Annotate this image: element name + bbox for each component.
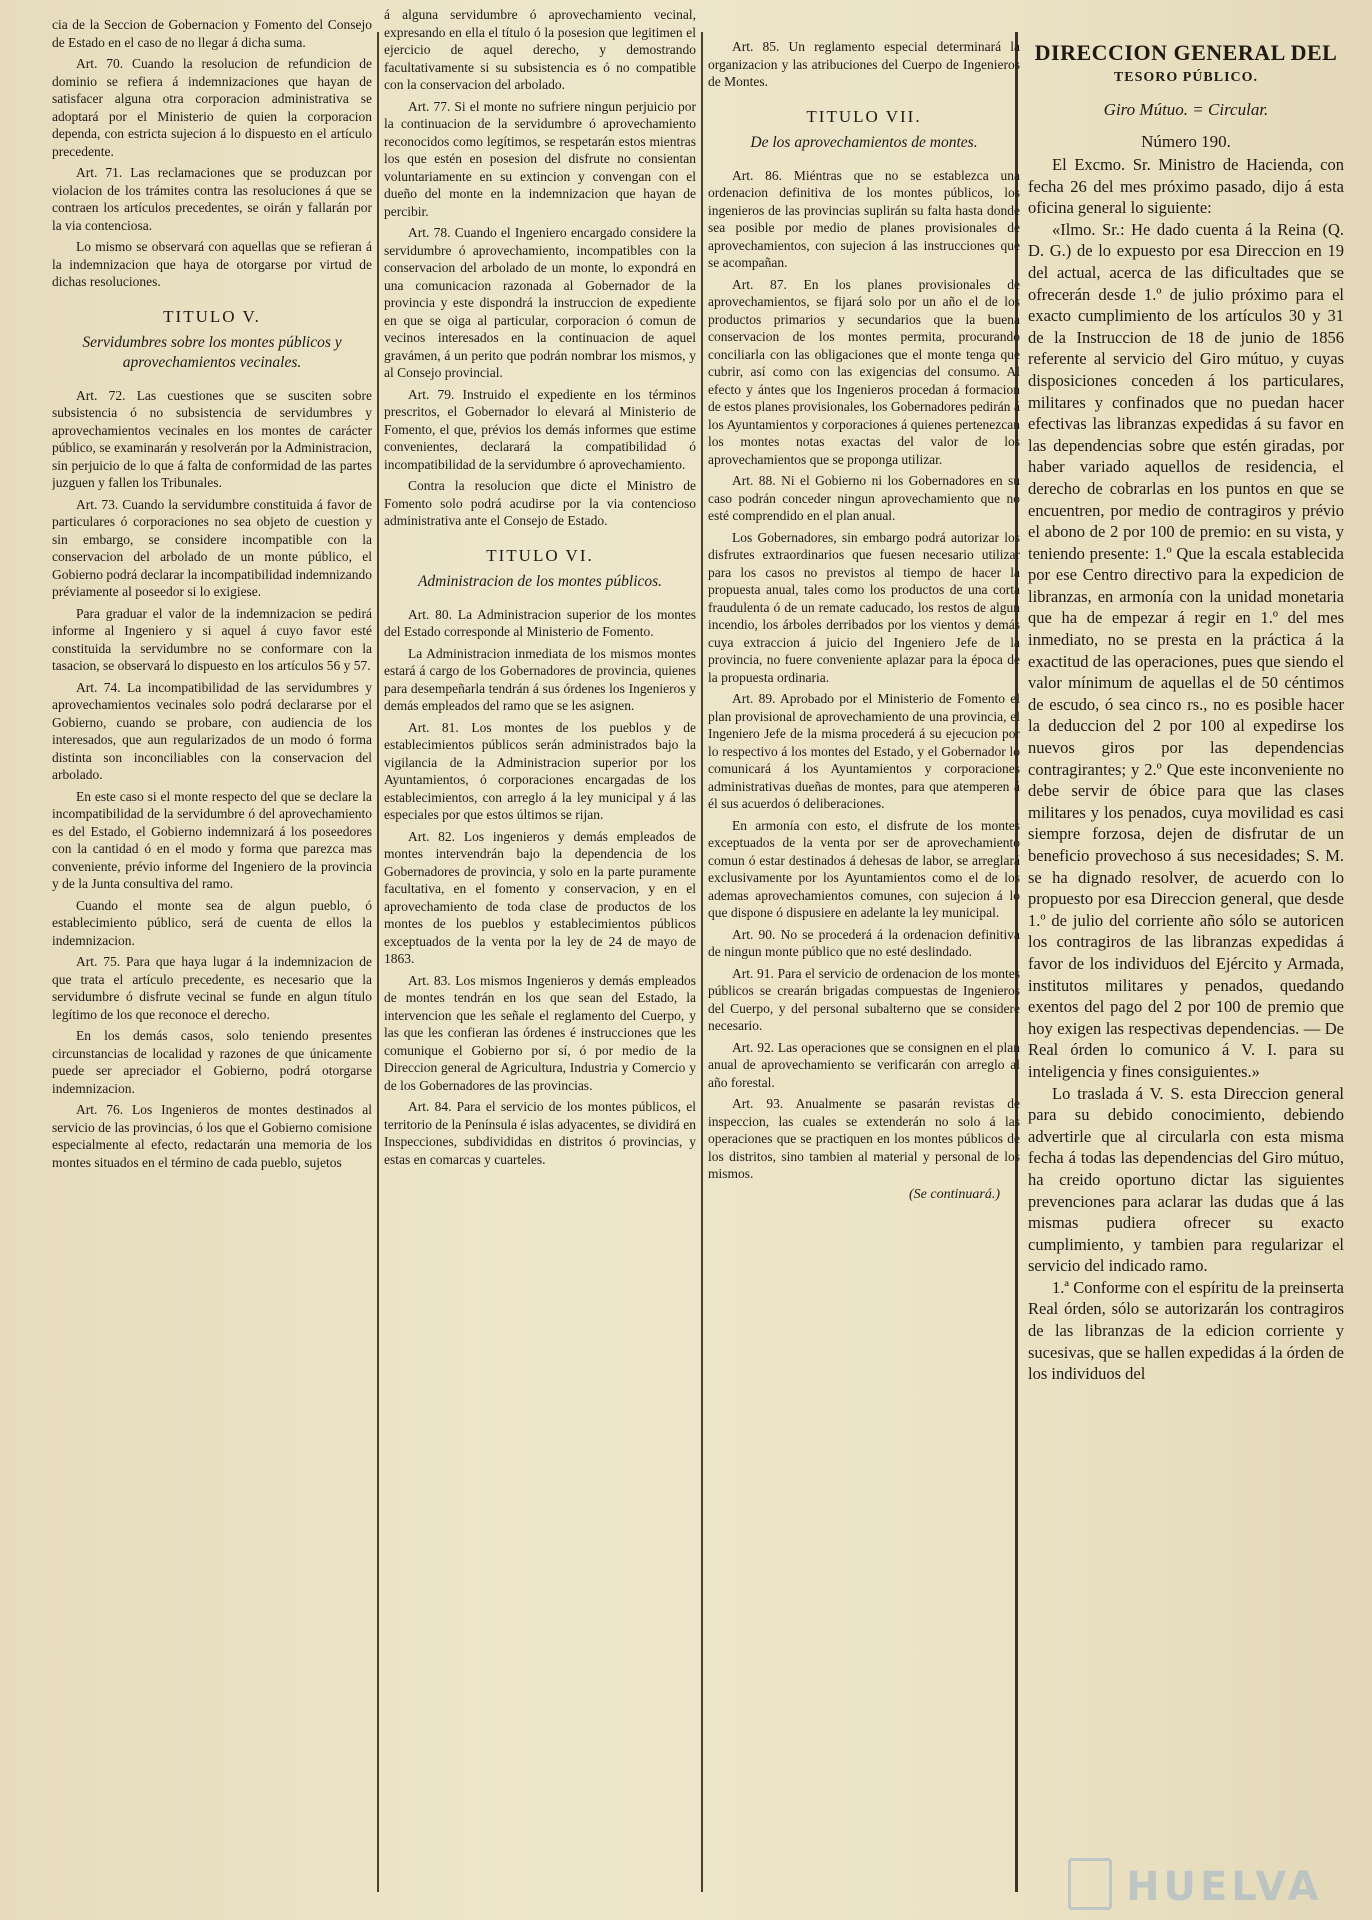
article-paragraph: Para graduar el valor de la indemnizacion se pedirá informe al Ingeniero y si aquel á cuyo favor esté constituida la servidumbre no se conformare con la tasacion, se observará lo dispuesto en los artículos 56 y 57. (52, 605, 372, 673)
article-paragraph: Art. 71. Las reclamaciones que se produzcan por violacion de los trámites contra las resoluciones á que se contraen los artículos precedentes, se oirán y fallarán por la via contenciosa. (52, 165, 372, 233)
article-paragraph: Cuando el monte sea de algun pueblo, ó establecimiento público, será de cuenta de ellos la indemnizacion. (52, 897, 372, 948)
article-paragraph: Art. 85. Un reglamento especial determinará la organizacion y las atribuciones del Cuerpo de Ingenieros de Montes. (708, 39, 1020, 89)
article-paragraph: Art. 84. Para el servicio de los montes públicos, el territorio de la Península é islas adyacentes, se dividirá en Inspecciones, subdivididas en distritos ó provincias, y estas en comarcas y cuarteles. (384, 1099, 696, 1167)
article-paragraph: Art. 73. Cuando la servidumbre constituida á favor de particulares ó corporaciones no sea objeto de cuestion y sin embargo, se considere incompatible con la conservacion del arbolado de un monte público, el Gobierno podrá declarar la incompatibilidad indemnizando préviamente al poseedor si lo exigiese. (52, 496, 372, 599)
article-paragraph: Art. 88. Ni el Gobierno ni los Gobernadores en su caso podrán conceder ningun aprovechamiento que no esté comprendido en el plan anual. (708, 473, 1020, 523)
article-paragraph: Art. 90. No se procederá á la ordenacion definitiva de ningun monte público que no esté deslindado. (708, 926, 1020, 959)
article-paragraph: Lo mismo se observará con aquellas que se refieran á la indemnizacion que haya de otorgarse por virtud de dichas resoluciones. (52, 239, 372, 289)
article-paragraph: Art. 83. Los mismos Ingenieros y demás empleados de montes tendrán en los que sean del Estado, la intervencion que les señale el reglamento del Cuerpo, y las que les confieran las órdenes é instrucciones que les comunique el Gobierno por sí, ó por medio de la Direccion general de Agricultura, Industria y Comercio y de los Gobernadores de las provincias. (384, 972, 696, 1093)
article-paragraph: Art. 91. Para el servicio de ordenacion de los montes públicos se crearán brigadas compuestas de Ingenieros del Cuerpo, y del personal subalterno que se considere necesario. (708, 965, 1020, 1033)
article-paragraph: La Administracion inmediata de los mismos montes estará á cargo de los Gobernadores de provincia, quienes para desempeñarla tendrán á sus órdenes los Ingenieros y demás empleados del ramo que se les asignen. (384, 645, 696, 713)
archive-watermark: HUELVA (1126, 1864, 1323, 1910)
article-paragraph: Art. 80. La Administracion superior de los montes del Estado corresponde al Ministerio de Fomento. (384, 606, 696, 639)
column-rule (377, 32, 379, 1892)
article-paragraph: Art. 82. Los ingenieros y demás empleados de montes intervendrán bajo la dependencia de los Gobernadores de provincia, y solo en la parte puramente facultativa, en el fomento y conservacion, y en el aprovechamiento de toda clase de productos de los montes de los pueblos y establecimientos públicos exceptuados de la venta por la ley de 24 de mayo de 1863. (384, 828, 696, 966)
article-paragraph: Art. 78. Cuando el Ingeniero encargado considere la servidumbre ó aprovechamiento, incompatibles con la conservacion del arbolado de un monte, lo expondrá en una comunicacion razonada al Gobernador de la provincia y este dispondrá la instruccion de expediente en que se oiga al particular, corporacion ó comun de vecinos interesados en la continuacion de aquel gravámen, á un perito que podrán nombrar los mismos, y al Consejo provincial. (384, 225, 696, 380)
article-paragraph: cia de la Seccion de Gobernacion y Fomento del Consejo de Estado en el caso de no llegar á dicha suma. (52, 17, 372, 50)
circular-paragraph: Lo traslada á V. S. esta Direccion general para su debido conocimiento, debiendo advertirle que al circularla con esta misma fecha á todas las dependencias del Giro mútuo, ha creido oportuno dictar las siguientes prevenciones para aclarar las dudas que á las mismas pudiera ofrecer su exacto cumplimiento, y tambien para regularizar el servicio del indicado ramo. (1028, 1083, 1344, 1276)
article-paragraph: Art. 93. Anualmente se pasarán revistas de inspeccion, las cuales se extenderán no solo á las operaciones que se practiquen en los montes públicos de los distritos, sino tambien al material y personal de los mismos. (708, 1096, 1020, 1181)
article-paragraph: Art. 70. Cuando la resolucion de refundicion de dominio se refiera á indemnizaciones que hayan de satisfacer alguna otra corporacion administrativa se adoptará por el Ministerio de quien la corporacion dependa, con estricta sujecion á lo dispuesto en el artículo precedente. (52, 56, 372, 159)
circular-body (1028, 154, 1344, 1385)
section-subheader: TESORO PÚBLICO. (1113, 70, 1259, 85)
titulo-subtitle: Servidumbres sobre los montes públicos y aprovechamientos vecinales. (82, 333, 342, 371)
column-2 (384, 0, 696, 1920)
article-paragraph: Art. 87. En los planes provisionales de aprovechamientos, se fijará solo por un año el de los productos primarios y secundarios que la buena conservacion de los montes permita, procurando conciliarla con las obligaciones que el monte tenga que cubrir, así como con las exigencias del consumo. Al efecto y ántes que los Ingenieros procedan á formacion de estos planes provisionales, los Gobernadores pedirán á los Ayuntamientos y corporaciones á quienes pertenezcan los montes notas exactas del valor de los aprovechamientos que se proponga utilizar. (708, 276, 1020, 467)
article-paragraph: En los demás casos, solo teniendo presentes circunstancias de localidad y razones de que únicamente puede ser apreciador el Gobierno, podrá otorgarse indemnizacion. (52, 1028, 372, 1096)
continued-note: (Se continuará.) (909, 1186, 1000, 1202)
circular-paragraph: «Ilmo. Sr.: He dado cuenta á la Reina (Q. D. G.) de lo expuesto por esa Direccion en 19 del actual, acerca de las dificultades que se ofrecerán desde 1.º de julio próximo para el exacto cumplimiento de los artículos 30 y 31 de la Instruccion de 18 de junio de 1856 referente al servicio del Giro mútuo, y cuyas disposiciones conceden á los particulares, militares y confinados que no puedan hacer efectivas las libranzas expedidas á su favor en las dependencias sobre que estén giradas, por haber variado aquellos de residencia, el derecho de cobrarlas en los puntos en que se encuentren, por medio de contragiros y prévio el abono de 2 por 100 de premio: en su vista, y teniendo presente: 1.º Que la escala establecida por ese Centro directivo para la expedicion de libranzas, en armonía con la unidad monetaria que ha de empezar á regir en 1.º del mes inmediato, no se presta en la práctica á la exactitud de las operaciones, pues que siendo el valor mínimum de aquellas el de 50 céntimos de escudo, ó sea cinco rs., no es posible hacer la deduccion del 2 por 100 al expedirse los nuevos giros por las dependencias contragirantes; y 2.º Que este inconveniente no debe servir de óbice para que las clases militares y los penados, cuya movilidad es casi siempre forzosa, dejen de disfrutar de un beneficio provechoso á sus necesidades; S. M. se ha dignado resolver, de acuerdo con lo propuesto por esa Direccion general, que desde 1.º de julio del corriente año sólo se autoricen los contragiros de las libranzas expedidas á favor de los individuos del Ejército y Armada, institutos militares y penados, quedando exentos del pago del 2 por 100 de premio que hoy exigen las respectivas dependencias. — De Real órden lo comunico á V. I. para su inteligencia y fines consiguientes.» (1028, 219, 1344, 1081)
article-paragraph: Art. 89. Aprobado por el Ministerio de Fomento el plan provisional de aprovechamiento de una provincia, el Ingeniero Jefe de la misma procederá á su ejecucion por lo respectivo á los montes del Estado, y el Gobernador lo comunicará á los Ayuntamientos y corporaciones administrativas dueñas de montes, para que atemperen á él sus acuerdos ó deliberaciones. (708, 691, 1020, 811)
article-paragraph: Contra la resolucion que dicte el Ministro de Fomento solo podrá acudirse por la via contencioso administrativa ante el Consejo de Estado. (384, 478, 696, 528)
article-paragraph: á alguna servidumbre ó aprovechamiento vecinal, expresando en ella el título ó la posesion que legitimen el ejercicio de aquel derecho, y demostrando facultativamente si su subsistencia es ó no compatible con la conservacion del arbolado. (384, 7, 696, 92)
titulo-heading: TITULO V. (163, 306, 261, 326)
circular-paragraph: El Excmo. Sr. Ministro de Hacienda, con fecha 26 del mes próximo pasado, dijo á esta oficina general lo siguiente: (1028, 155, 1344, 218)
titulo-subtitle: De los aprovechamientos de montes. (750, 133, 978, 151)
article-paragraph: Art. 79. Instruido el expediente en los términos prescritos, el Gobernador lo elevará al Ministerio de Fomento, el que, prévios los demás informes que estime convenientes, declarará la compatibilidad ó incompatibilidad de la servidumbre ó aprovechamiento. (384, 386, 696, 472)
column-3 (708, 0, 1020, 1920)
column-1 (52, 0, 372, 1920)
article-paragraph: En armonía con esto, el disfrute de los montes exceptuados de la venta por ser de aprovechamiento comun ó estar destinados á dehesas de labor, se arreglará exclusivamente por los Ayuntamientos como el de los ademas aprovechamientos comunes, con sujecion á lo que dispone ó dispusiere en adelante la ley municipal. (708, 817, 1020, 920)
titulo-heading: TITULO VI. (486, 545, 594, 565)
article-paragraph: Art. 76. Los Ingenieros de montes destinados al servicio de las provincias, ó los que el Gobierno comisione especialmente al efecto, redactarán una memoria de los montes situados en el término de cada pueblo, sujetos (52, 1102, 372, 1170)
article-paragraph: Art. 72. Las cuestiones que se susciten sobre subsistencia ó no subsistencia de servidumbres y aprovechamientos vecinales en los montes de carácter público, se examinarán y resolverán por la Administracion, sin perjuicio de lo que á falta de conformidad de las partes juzguen y fallen los Tribunales. (52, 387, 372, 490)
archive-seal-icon (1068, 1858, 1112, 1910)
titulo-subtitle: Administracion de los montes públicos. (417, 572, 663, 590)
article-paragraph: Los Gobernadores, sin embargo podrá autorizar los disfrutes extraordinarios que fuesen necesario utilizar para los casos no previstos al tiempo de hacer la propuesta anual, tales como los productos de una corta fraudulenta ó de un remate caducado, los restos de algun incendio, los árboles derribados por los vientos y demás cuya extraccion á juicio del Ingeniero Jefe de la provincia, no fuere conveniente aplazar para la época de la propuesta ordinaria. (708, 529, 1020, 685)
circular-number: Número 190. (1141, 132, 1231, 151)
column-4 (1008, 0, 1344, 1920)
article-paragraph: Art. 86. Miéntras que no se establezca una ordenacion definitiva de los montes públicos, los ingenieros de las provincias suplirán su falta hasta donde sea posible por medio de planes provisionales de aprovechamientos, con sujecion á las instrucciones que se acompañan. (708, 167, 1020, 270)
article-paragraph: En este caso si el monte respecto del que se declare la incompatibilidad de la servidumbre ó del aprovechamiento es del Estado, el Gobierno indemnizará á los poseedores con la cantidad ó en el modo y forma que parezca mas conveniente, prévio informe del Ingeniero de la provincia y de la Junta consultiva del ramo. (52, 788, 372, 891)
article-paragraph: Art. 77. Si el monte no sufriere ningun perjuicio por la continuacion de la servidumbre ó aprovechamiento reconocidos como legítimos, se respetarán estos mientras los que estén en posesion del disfrute no consientan voluntariamente en su extincion y convengan con el dueño del monte en la indemnizacion que hayan de percibir. (384, 98, 696, 219)
circular-paragraph: 1.ª Conforme con el espíritu de la preinserta Real órden, sólo se autorizarán los contragiros de las libranzas de la edicion corriente y sucesivas, que se hallen expedidas á la órden de los individuos del (1028, 1277, 1344, 1384)
titulo-heading: TITULO VII. (806, 106, 922, 126)
article-paragraph: Art. 81. Los montes de los pueblos y de establecimientos públicos serán administrados bajo la vigilancia de la Administracion superior por los Ayuntamientos, ó corporaciones encargadas de los establecimientos, con arreglo á la ley municipal y á las especiales por que estos últimos se rijan. (384, 719, 696, 822)
circular-title: Giro Mútuo. = Circular. (1103, 100, 1269, 119)
column-rule (701, 32, 703, 1892)
section-header: DIRECCION GENERAL DEL (1034, 40, 1338, 65)
article-paragraph: Art. 75. Para que haya lugar á la indemnizacion de que trata el artículo precedente, es necesario que la servidumbre ó disfrute vecinal se funde en algun título legítimo de los que reconoce el derecho. (52, 954, 372, 1022)
article-paragraph: Art. 74. La incompatibilidad de las servidumbres y aprovechamientos vecinales solo podrá declararse por el Gobierno, cuando se probare, con audiencia de los interesados, que aun regularizados de un modo ó forma distinta son inconciliables con la conservacion del arbolado. (52, 679, 372, 782)
article-paragraph: Art. 92. Las operaciones que se consignen en el plan anual de aprovechamiento se verificarán con arreglo al año forestal. (708, 1039, 1020, 1090)
